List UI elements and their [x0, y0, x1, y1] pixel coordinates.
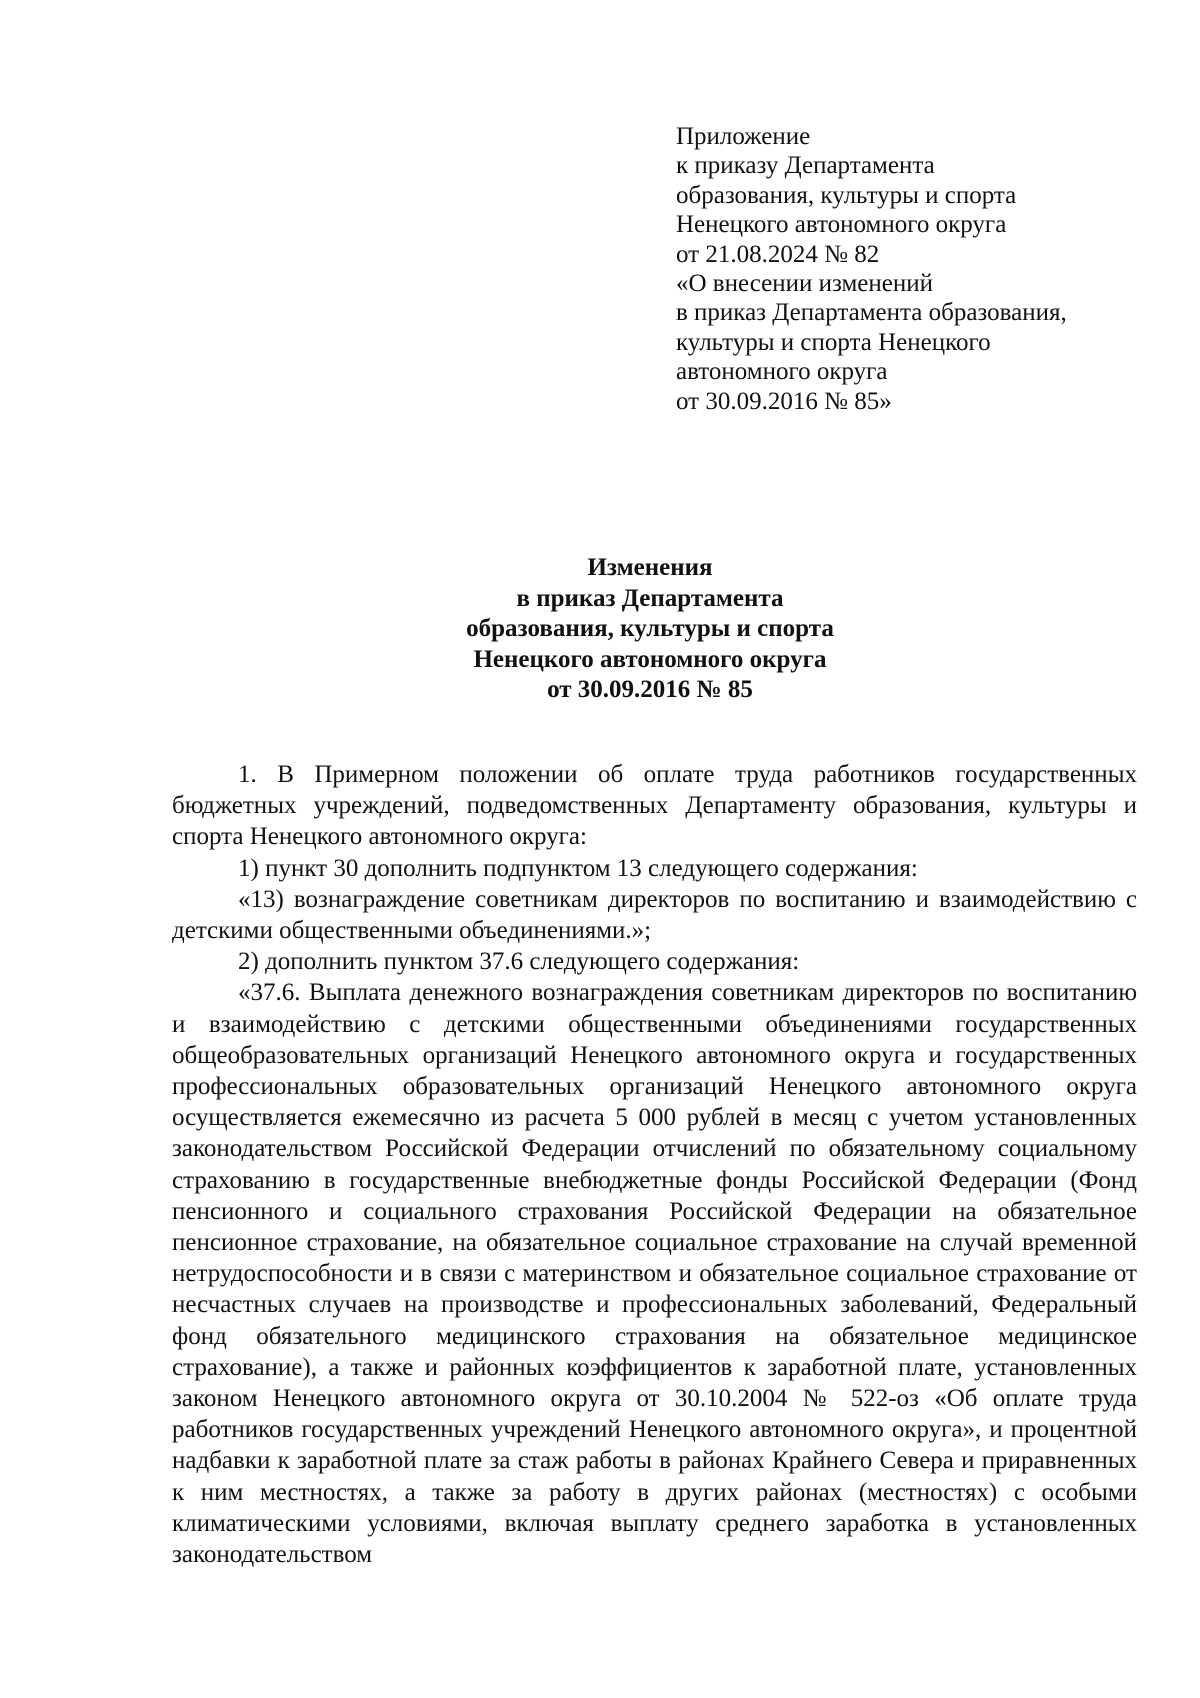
appendix-line: культуры и спорта Ненецкого: [676, 328, 991, 356]
appendix-line: в приказ Департамента образования,: [676, 299, 1067, 327]
quoted-point-37-6: «37.6. Выплата денежного вознаграждения советникам директоров по воспитанию и взаимодействию с детскими общественными объединениями государственных общеобразовательных организаций Ненецкого автономного округа и государственных профессиональных образовательных организаций Ненецкого автономного округа осуществляется ежемесячно из расчета 5 000 рублей в месяц с учетом установленных законодательством Российской Федерации отчислений по обязательному социальному страхованию в государственные внебюджетные фонды Российской Федерации (Фонд пенсионного и социального страхования Российской Федерации на обязательное пенсионное страхование, на обязательное социальное страхование на случай временной нетрудоспособности и в связи с материнством и обязательное социальное страхование от несчастных случаев на производстве и профессиональных заболеваний, Федеральный фонд обязательного медицинского страхования на обязательное медицинское страхование), а также и районных коэффициентов к заработной плате, установленных законом Ненецкого автономного округа от 30.10.2004 № 522-оз «Об оплате труда работников государственных учреждений Ненецкого автономного округа», и процентной надбавки к заработной плате за стаж работы в районах Крайнего Севера и приравненных к ним местностях, а также за работу в других районах (местностях) с особыми климатическими условиями, включая выплату среднего заработка в установленных законодательством: [172, 979, 1137, 1569]
appendix-line: к приказу Департамента: [676, 152, 935, 180]
document-body: [172, 759, 1137, 1570]
document-title: [0, 553, 1200, 706]
appendix-line: образования, культуры и спорта: [676, 181, 1017, 209]
subparagraph-2: 2) дополнить пунктом 37.6 следующего содержания:: [238, 948, 800, 976]
appendix-line: автономного округа: [676, 358, 888, 386]
appendix-line: от 30.09.2016 № 85»: [676, 387, 892, 415]
quoted-subparagraph-13: «13) вознаграждение советникам директоров по воспитанию и взаимодействию с детскими общественными объединениями.»;: [172, 885, 1137, 945]
appendix-line: Ненецкого автономного округа: [676, 211, 1007, 239]
title-line: образования, культуры и спорта: [466, 615, 834, 642]
appendix-header: [676, 122, 1136, 416]
paragraph-item-1: 1. В Примерном положении об оплате труда работников государственных бюджетных учреждений, подведомственных Департаменту образования, культуры и спорта Ненецкого автономного округа:: [172, 761, 1137, 851]
title-line: Изменения: [587, 554, 713, 581]
title-line: в приказ Департамента: [516, 584, 784, 612]
title-line: от 30.09.2016 № 85: [547, 676, 753, 703]
appendix-line: Приложение: [676, 123, 811, 150]
title-line: Ненецкого автономного округа: [473, 645, 827, 673]
appendix-line: «О внесении изменений: [676, 270, 934, 298]
appendix-line: от 21.08.2024 № 82: [676, 240, 880, 268]
subparagraph-1: 1) пункт 30 дополнить подпунктом 13 следующего содержания:: [238, 854, 918, 882]
